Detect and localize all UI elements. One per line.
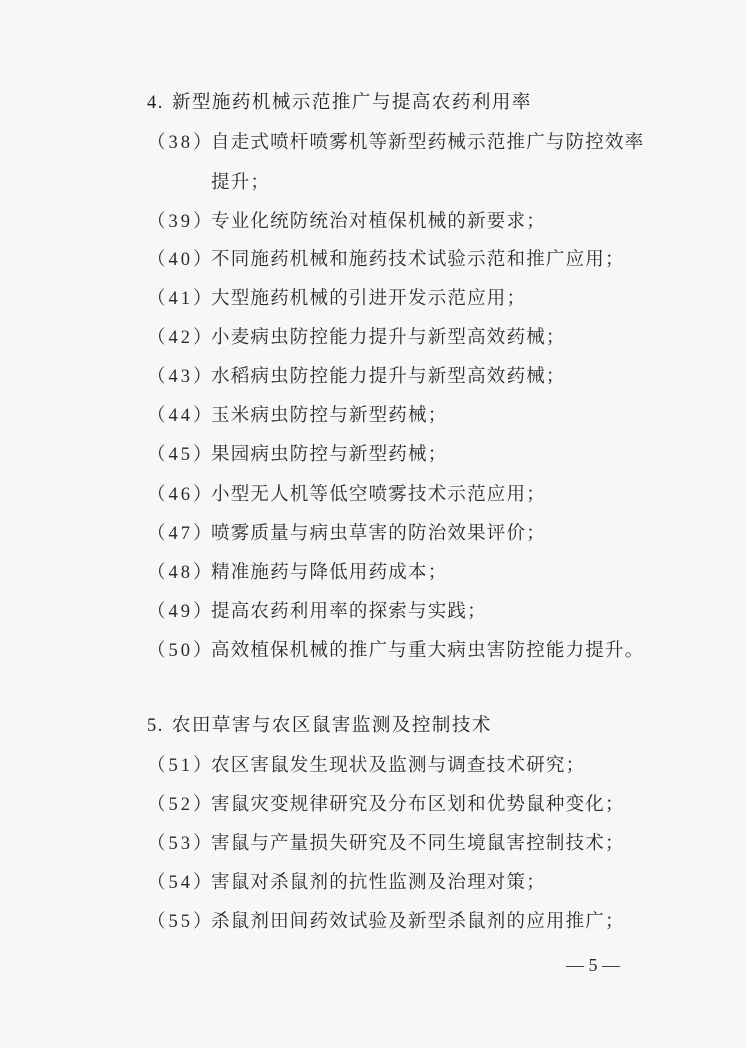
item-text: 害鼠灾变规律研究及分布区划和优势鼠种变化； — [211, 794, 625, 815]
item-text: 水稻病虫防控能力提升与新型高效药械； — [211, 366, 566, 387]
item-number: （47） — [147, 524, 215, 544]
item-text: 小麦病虫防控能力提升与新型高效药械； — [211, 327, 566, 348]
list-item — [147, 362, 667, 388]
item-number: （55） — [147, 912, 215, 932]
item-number: （43） — [147, 367, 215, 387]
list-item — [147, 907, 667, 933]
item-number: （46） — [147, 485, 215, 505]
item-number: （41） — [147, 289, 215, 309]
item-text: 杀鼠剂田间药效试验及新型杀鼠剂的应用推广； — [211, 911, 625, 932]
item-number: （52） — [147, 795, 215, 815]
section-number: 4. — [147, 93, 164, 113]
list-item — [147, 480, 667, 506]
list-item — [147, 790, 667, 816]
item-text: 自走式喷杆喷雾机等新型药械示范推广与防控效率 — [211, 132, 645, 153]
item-text-continuation: 提升； — [211, 172, 271, 193]
item-number: （48） — [147, 563, 215, 583]
item-text: 农区害鼠发生现状及监测与调查技术研究； — [211, 755, 586, 776]
item-number: （50） — [147, 641, 215, 661]
list-item — [147, 284, 667, 310]
list-item — [147, 401, 667, 427]
item-text: 大型施药机械的引进开发示范应用； — [211, 288, 527, 309]
list-item — [147, 519, 667, 545]
item-number: （42） — [147, 328, 215, 348]
list-item — [147, 597, 667, 623]
section-5-heading — [147, 711, 492, 737]
list-item — [147, 829, 667, 855]
item-text: 专业化统防统治对植保机械的新要求； — [211, 211, 546, 232]
list-item — [147, 868, 667, 894]
item-text: 喷雾质量与病虫草害的防治效果评价； — [211, 523, 546, 544]
item-text: 提高农药利用率的探索与实践； — [211, 601, 487, 622]
list-item — [147, 323, 667, 349]
list-item — [147, 245, 667, 271]
list-item — [147, 207, 667, 233]
item-number: （44） — [147, 406, 215, 426]
list-item — [147, 128, 667, 193]
item-number: （51） — [147, 756, 215, 776]
item-text: 精准施药与降低用药成本； — [211, 562, 448, 583]
item-text: 高效植保机械的推广与重大病虫害防控能力提升。 — [211, 640, 645, 661]
page-number: — 5 — — [566, 955, 620, 975]
item-number: （38） — [147, 133, 215, 153]
section-title: 新型施药机械示范推广与提高农药利用率 — [171, 92, 532, 113]
list-item — [147, 636, 667, 662]
item-text: 小型无人机等低空喷雾技术示范应用； — [211, 484, 546, 505]
item-number: （54） — [147, 873, 215, 893]
list-item — [147, 558, 667, 584]
item-number: （40） — [147, 250, 215, 270]
list-item — [147, 440, 667, 466]
item-number: （39） — [147, 212, 215, 232]
section-4-heading — [147, 88, 532, 114]
list-item — [147, 751, 667, 777]
item-text: 害鼠对杀鼠剂的抗性监测及治理对策； — [211, 872, 546, 893]
item-number: （49） — [147, 602, 215, 622]
item-number: （45） — [147, 445, 215, 465]
section-title: 农田草害与农区鼠害监测及控制技术 — [171, 715, 492, 736]
section-number: 5. — [147, 716, 164, 736]
item-text: 果园病虫防控与新型药械； — [211, 444, 448, 465]
item-text: 玉米病虫防控与新型药械； — [211, 405, 448, 426]
item-number: （53） — [147, 834, 215, 854]
item-text: 不同施药机械和施药技术试验示范和推广应用； — [211, 249, 625, 270]
item-text: 害鼠与产量损失研究及不同生境鼠害控制技术； — [211, 833, 625, 854]
